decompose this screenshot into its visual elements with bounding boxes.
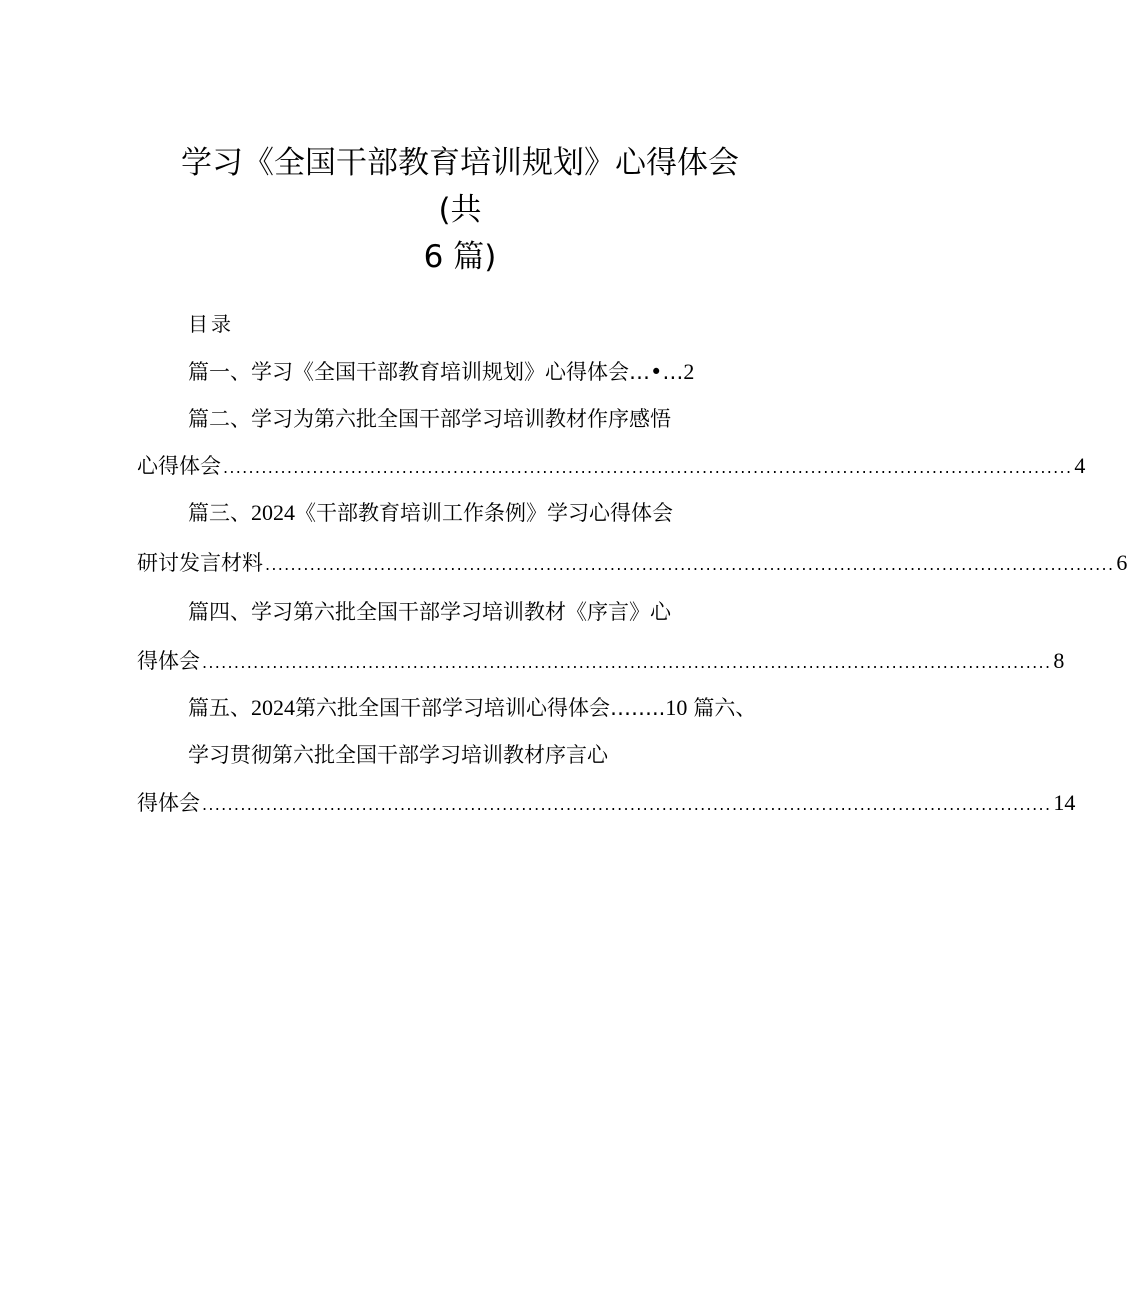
toc-entry-6-line-1[interactable] (188, 739, 608, 771)
toc-entry-5-prefix: 篇五、 (188, 696, 251, 720)
toc-entry-3-prefix: 篇三、 (188, 501, 251, 525)
toc-entry-2-text: 篇二、学习为第六批全国干部学习培训教材作序感悟 (188, 407, 671, 431)
toc-entry-5[interactable] (188, 692, 756, 724)
toc-entry-1[interactable] (188, 356, 694, 388)
toc-entry-6-prefix: 篇六、 (693, 696, 757, 720)
toc-entry-5-text: 第六批全国干部学习培训心得体会 (295, 696, 610, 720)
toc-entry-4-line-1[interactable] (188, 596, 671, 628)
toc-heading: 目录 (188, 312, 234, 336)
toc-entry-4-text-cont: 得体会 (137, 649, 200, 673)
document-title-line-1: 学习《全国干部教育培训规划》心得体会 (181, 145, 739, 181)
toc-entry-1-page: 2 (683, 359, 695, 384)
toc-entry-6-page: 14 (1053, 790, 1076, 815)
toc-entry-1-leader: …•… (629, 360, 684, 384)
toc-entry-2-dot-leader: ..................................................................................................................................... (223, 458, 1073, 477)
toc-entry-3-line-1[interactable] (188, 497, 673, 529)
toc-entry-2-line-1[interactable] (188, 403, 671, 435)
toc-entry-6-text: 学习贯彻第六批全国干部学习培训教材序言心 (188, 743, 608, 767)
toc-entry-6-line-2[interactable] (137, 787, 1076, 821)
toc-entry-4-text: 篇四、学习第六批全国干部学习培训教材《序言》心 (188, 600, 671, 624)
toc-entry-3-year: 2024 (251, 500, 295, 525)
toc-entry-2-text-cont: 心得体会 (137, 454, 221, 478)
toc-entry-4-dot-leader: ..................................................................................................................................... (202, 653, 1052, 672)
toc-entry-5-page: 10 (665, 695, 688, 720)
toc-entry-5-year: 2024 (251, 695, 295, 720)
toc-entry-6-text-cont: 得体会 (137, 791, 200, 815)
toc-entry-3-page: 6 (1116, 550, 1127, 575)
toc-entry-5-leader: …….. (610, 696, 666, 720)
toc-entry-2-line-2[interactable] (137, 450, 1086, 484)
toc-entry-4-line-2[interactable] (137, 645, 1065, 679)
toc-entry-1-text: 篇一、学习《全国干部教育培训规划》心得体会 (188, 360, 629, 384)
toc-entry-2-page: 4 (1074, 453, 1086, 478)
document-title-line-2: (共 (438, 192, 482, 228)
toc-entry-4-page: 8 (1053, 648, 1065, 673)
document-title-line-3: 6 篇) (423, 239, 497, 275)
toc-entry-3-dot-leader: ..................................................................................................................................... (265, 555, 1115, 574)
toc-entry-6-dot-leader: ..................................................................................................................................... (202, 795, 1052, 814)
toc-entry-3-line-2[interactable] (137, 547, 1127, 581)
toc-entry-3-text: 《干部教育培训工作条例》学习心得体会 (295, 501, 673, 525)
toc-entry-3-text-cont: 研讨发言材料 (137, 551, 263, 575)
